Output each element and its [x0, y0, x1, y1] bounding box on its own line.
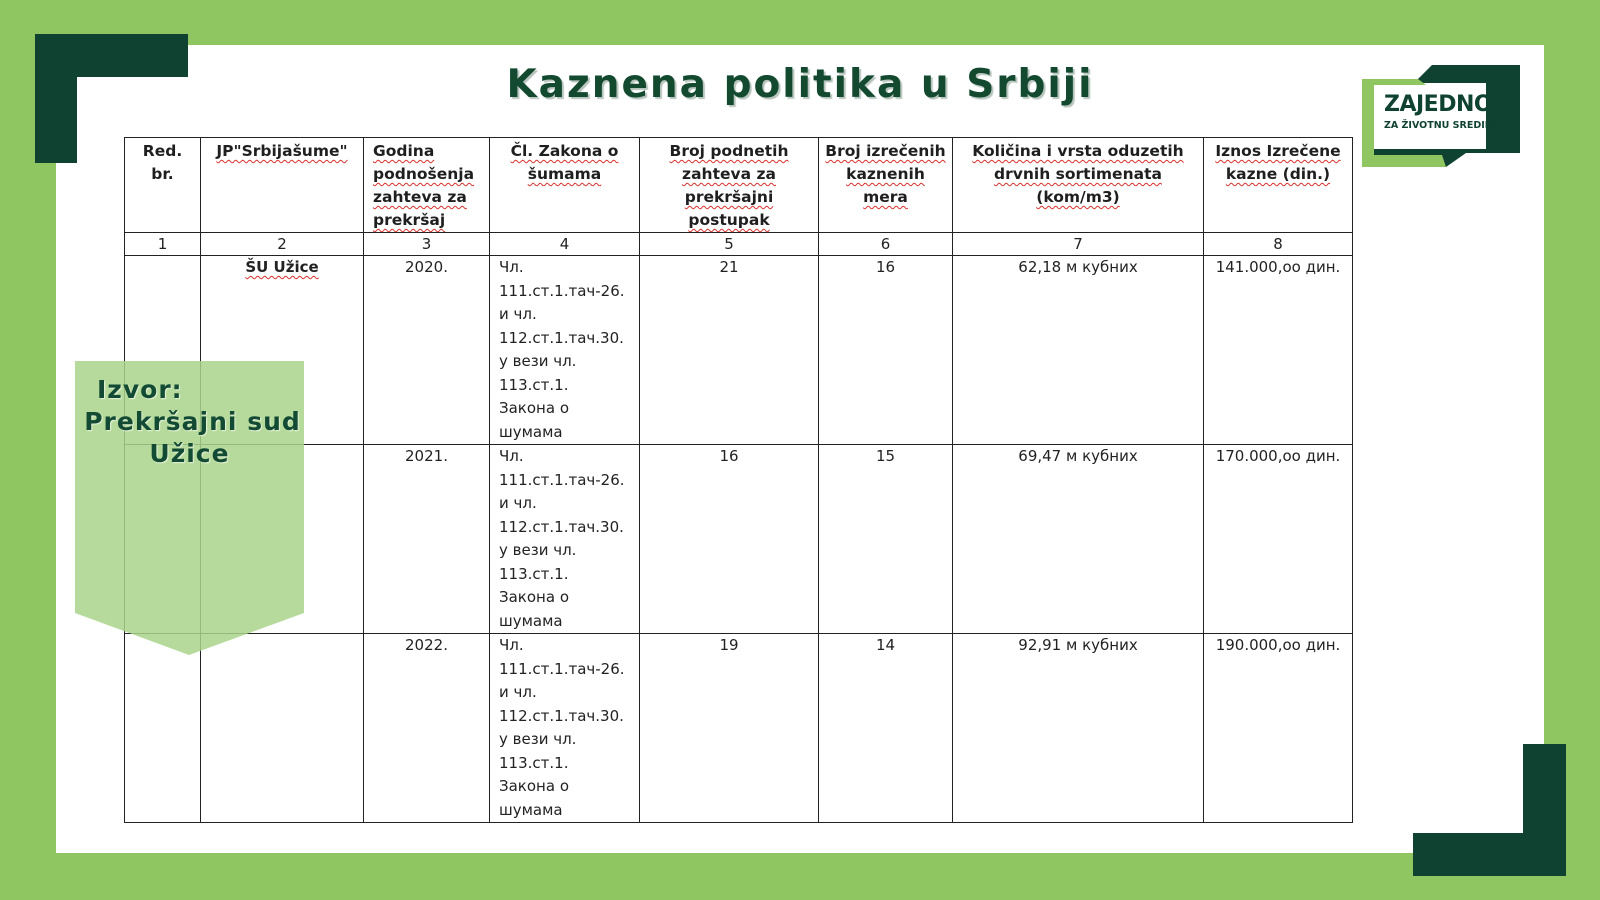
- table-row: [125, 445, 1353, 634]
- cell-godina: 2020.: [364, 256, 490, 445]
- column-number: 4: [490, 233, 640, 256]
- logo-text: [1384, 92, 1504, 131]
- header-iznos: [1204, 138, 1353, 233]
- law-line: и чл.: [499, 683, 537, 701]
- law-line: Закона о: [499, 588, 569, 606]
- table-row: [125, 256, 1353, 445]
- header-izrecenih: [819, 138, 953, 233]
- cell-kolicina: 92,91 м кубних: [953, 634, 1204, 823]
- logo-main-text: ZAJEDNO: [1384, 92, 1493, 117]
- cell-podnetih: 16: [640, 445, 819, 634]
- header-red-br: Red. br.: [125, 138, 201, 233]
- law-line: Закона о: [499, 777, 569, 795]
- header-kolicina-text: Količina i vrsta oduzetih drvnih sortimenata (kom/m3): [972, 142, 1184, 206]
- cell-jp: [201, 634, 364, 823]
- column-number: 2: [201, 233, 364, 256]
- law-line: Чл.: [499, 447, 524, 465]
- law-line: 112.ст.1.тач.30.: [499, 706, 624, 725]
- cell-izrecenih: 16: [819, 256, 953, 445]
- column-number: 5: [640, 233, 819, 256]
- law-line: 113.ст.1.: [499, 753, 569, 772]
- law-line: Чл.: [499, 258, 524, 276]
- cell-kolicina: 69,47 м кубних: [953, 445, 1204, 634]
- law-line: шумама: [499, 611, 563, 630]
- law-line: и чл.: [499, 305, 537, 323]
- cell-izrecenih: 15: [819, 445, 953, 634]
- column-number-row: [125, 233, 1353, 256]
- law-line: Закона о: [499, 399, 569, 417]
- law-line: 111.ст.1.тач-26.: [499, 281, 625, 300]
- header-iznos-text: Iznos Izrečene kazne (din.): [1215, 142, 1341, 183]
- slide-title: Kaznena politika u Srbiji: [506, 62, 1094, 107]
- law-line: 112.ст.1.тач.30.: [499, 517, 624, 536]
- law-line: шумама: [499, 422, 563, 441]
- column-number: 6: [819, 233, 953, 256]
- cell-iznos: 170.000,оо дин.: [1204, 445, 1353, 634]
- law-line: и чл.: [499, 494, 537, 512]
- cell-podnetih: 21: [640, 256, 819, 445]
- cell-izrecenih: 14: [819, 634, 953, 823]
- law-line: Чл.: [499, 636, 524, 654]
- header-izrecenih-text: Broj izrečenih kaznenih mera: [825, 142, 946, 206]
- law-line: 111.ст.1.тач-26.: [499, 659, 625, 678]
- header-row: [125, 138, 1353, 233]
- logo-sub-text: ZA ŽIVOTNU SREDINU: [1384, 120, 1501, 131]
- column-number: 7: [953, 233, 1204, 256]
- cell-clan: [490, 634, 640, 823]
- table-row: [125, 634, 1353, 823]
- header-podnetih-text: Broj podnetih zahteva za prekršajni postupak: [669, 142, 789, 229]
- column-number: 3: [364, 233, 490, 256]
- law-line: у вези чл.: [499, 352, 577, 370]
- source-line: Izvor:: [97, 375, 183, 404]
- law-line: 113.ст.1.: [499, 375, 569, 394]
- corner-bottom-right-horizontal: [1413, 833, 1566, 876]
- cell-godina: 2022.: [364, 634, 490, 823]
- header-jp: [201, 138, 364, 233]
- header-clan: [490, 138, 640, 233]
- column-number: 8: [1204, 233, 1353, 256]
- law-line: у вези чл.: [499, 730, 577, 748]
- law-line: шумама: [499, 800, 563, 819]
- source-label: [75, 374, 304, 470]
- cell-jp-text: ŠU Užice: [245, 258, 319, 276]
- cell-iznos: 141.000,оо дин.: [1204, 256, 1353, 445]
- cell-clan: [490, 445, 640, 634]
- source-line: Prekršajni sud: [84, 407, 301, 436]
- cell-red-br: [125, 634, 201, 823]
- cell-iznos: 190.000,оо дин.: [1204, 634, 1353, 823]
- cell-kolicina: 62,18 м кубних: [953, 256, 1204, 445]
- header-kolicina: [953, 138, 1204, 233]
- header-godina-text: Godina podnošenja zahteva za prekršaj: [373, 142, 475, 229]
- header-jp-text: JP"Srbijašume": [216, 142, 348, 160]
- header-clan-text: Čl. Zakona o šumama: [510, 142, 619, 183]
- source-line: Užice: [149, 439, 230, 468]
- law-line: у вези чл.: [499, 541, 577, 559]
- cell-clan: [490, 256, 640, 445]
- header-godina: [364, 138, 490, 233]
- column-number: 1: [125, 233, 201, 256]
- cell-podnetih: 19: [640, 634, 819, 823]
- law-line: 112.ст.1.тач.30.: [499, 328, 624, 347]
- law-line: 113.ст.1.: [499, 564, 569, 583]
- penalty-table: [124, 137, 1353, 823]
- cell-godina: 2021.: [364, 445, 490, 634]
- law-line: 111.ст.1.тач-26.: [499, 470, 625, 489]
- header-podnetih: [640, 138, 819, 233]
